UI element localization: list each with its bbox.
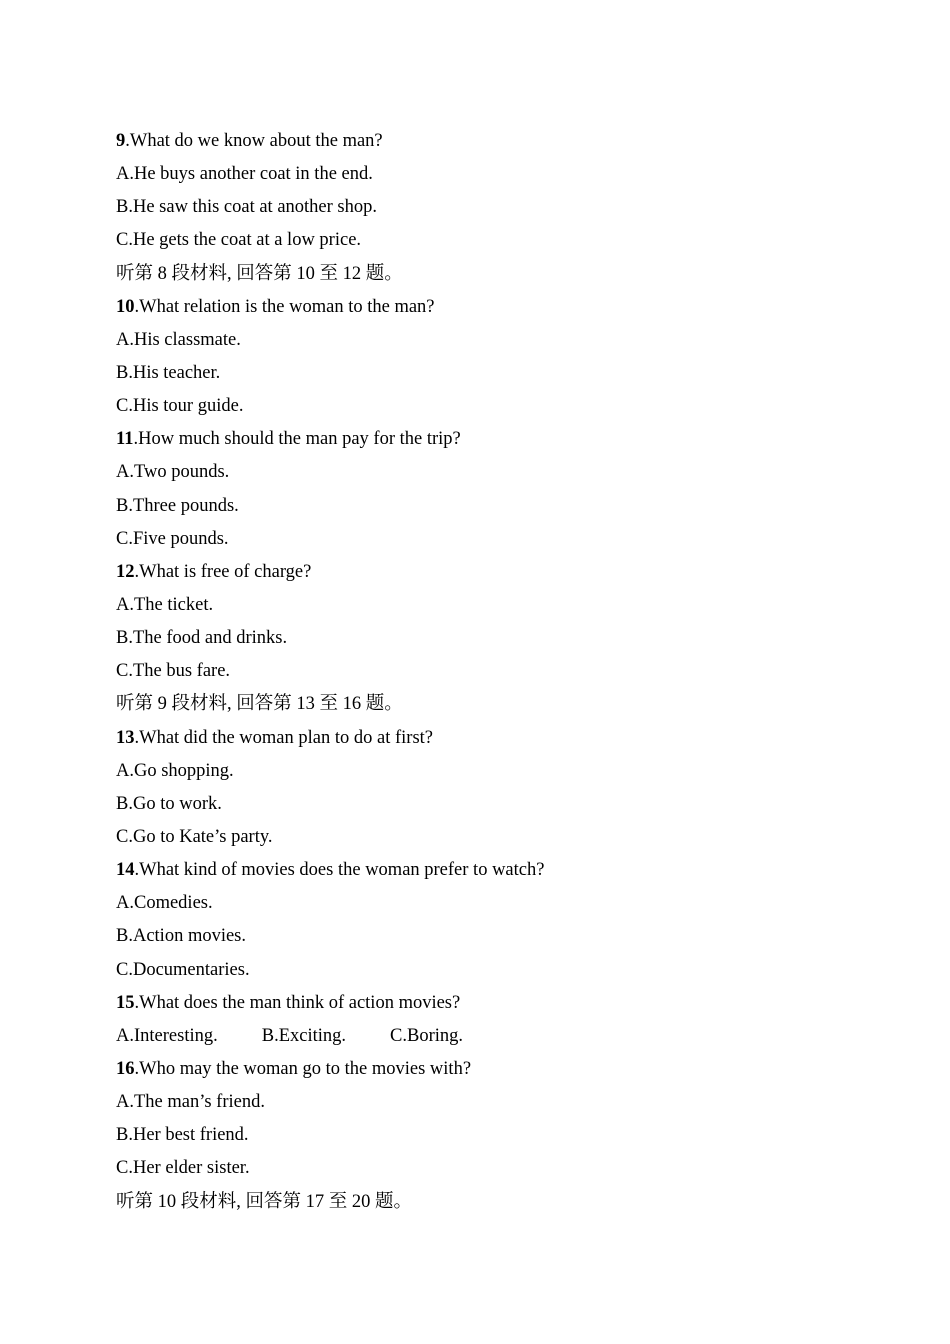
option-a: A.The man’s friend.	[116, 1092, 265, 1113]
question-text: .How much should the man pay for the trip?	[133, 429, 461, 450]
option-c: C.The bus fare.	[116, 661, 231, 682]
section-heading: 听第 9 段材料, 回答第 13 至 16 题。	[116, 694, 403, 715]
option-a: A.The ticket.	[116, 594, 214, 615]
question-text: .What do we know about the man?	[125, 131, 383, 151]
option-a: A.Comedies.	[116, 893, 213, 914]
option-b: B.Her best friend.	[116, 1125, 249, 1146]
question-stem	[116, 291, 876, 324]
option-a: A.His classmate.	[116, 329, 241, 350]
question-number: 16	[116, 1058, 135, 1079]
option-b: B.He saw this coat at another shop.	[116, 197, 377, 218]
option-c: C.Documentaries.	[116, 959, 250, 980]
question-number: 10	[116, 296, 135, 317]
section-heading: 听第 8 段材料, 回答第 10 至 12 题。	[116, 263, 403, 284]
inline-options-row	[116, 1020, 876, 1053]
question-stem	[116, 854, 876, 887]
option-c: C.His tour guide.	[116, 396, 244, 417]
option-c: C.Boring.	[390, 1025, 463, 1046]
question-stem	[116, 1053, 876, 1086]
option-b: B.Three pounds.	[116, 495, 239, 516]
option-b: B.Go to work.	[116, 793, 222, 814]
option-b: B.Exciting.	[261, 1025, 347, 1046]
question-text: .What did the woman plan to do at first?	[134, 727, 433, 748]
question-number: 9	[116, 131, 126, 151]
option-c: C.Her elder sister.	[116, 1158, 250, 1179]
question-number: 15	[116, 992, 135, 1013]
option-a: A.He buys another coat in the end.	[116, 164, 373, 185]
question-number: 11	[116, 429, 134, 450]
question-text: .What kind of movies does the woman prefer to watch?	[134, 860, 545, 881]
option-a: A.Interesting.	[116, 1025, 218, 1046]
question-stem	[116, 125, 876, 158]
question-stem	[116, 722, 876, 755]
option-a: A.Two pounds.	[116, 462, 230, 483]
option-a: A.Go shopping.	[116, 760, 234, 781]
question-stem	[116, 556, 876, 589]
question-text: .What does the man think of action movies?	[134, 992, 461, 1013]
question-number: 14	[116, 860, 135, 881]
option-c: C.He gets the coat at a low price.	[116, 230, 362, 251]
question-text: .Who may the woman go to the movies with?	[134, 1058, 472, 1079]
question-text: .What relation is the woman to the man?	[134, 296, 435, 317]
option-c: C.Five pounds.	[116, 528, 229, 549]
question-stem	[116, 423, 876, 456]
document-body	[116, 125, 876, 1219]
question-text: .What is free of charge?	[134, 561, 312, 582]
option-b: B.The food and drinks.	[116, 628, 288, 649]
question-number: 13	[116, 727, 135, 748]
question-number: 12	[116, 561, 135, 582]
section-heading: 听第 10 段材料, 回答第 17 至 20 题。	[116, 1191, 413, 1212]
option-b: B.Action movies.	[116, 926, 247, 947]
option-c: C.Go to Kate’s party.	[116, 826, 273, 847]
question-stem	[116, 987, 876, 1020]
option-b: B.His teacher.	[116, 362, 221, 383]
